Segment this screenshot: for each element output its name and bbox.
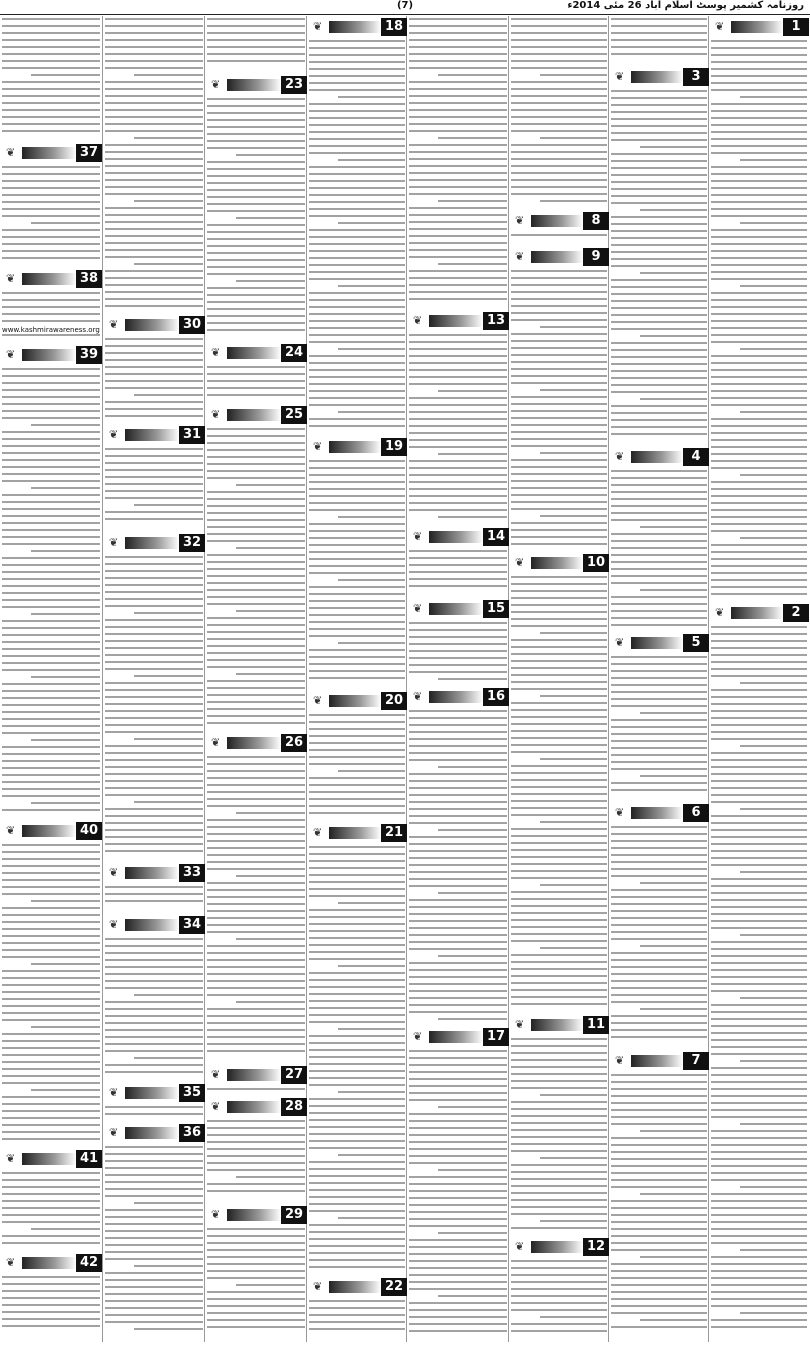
section-header-bar <box>329 1281 381 1293</box>
section-number: 41 <box>76 1150 102 1168</box>
section-header-bar <box>22 1153 76 1165</box>
column-8 <box>0 16 102 1342</box>
leaf-ornament-icon: ❦ <box>211 346 221 359</box>
section-header-bar <box>125 1087 179 1099</box>
text-block <box>105 1146 203 1335</box>
section-header-6 <box>609 804 709 822</box>
section-header-1 <box>709 18 809 36</box>
leaf-ornament-icon: ❦ <box>211 1208 221 1221</box>
section-header-bar <box>227 1209 281 1221</box>
text-block <box>511 1260 607 1337</box>
text-block <box>2 1172 100 1249</box>
text-block <box>511 18 607 207</box>
leaf-ornament-icon: ❦ <box>413 1030 423 1043</box>
text-block <box>309 460 405 684</box>
text-block <box>511 234 607 241</box>
section-header-bar <box>631 1055 683 1067</box>
section-number: 28 <box>281 1098 307 1116</box>
text-block <box>105 18 203 312</box>
section-header-bar <box>22 349 76 361</box>
column-7 <box>102 16 205 1342</box>
section-number: 36 <box>179 1124 205 1142</box>
text-block <box>309 846 405 1273</box>
section-header-5 <box>609 634 709 652</box>
leaf-ornament-icon: ❦ <box>6 1152 16 1165</box>
section-number: 29 <box>281 1206 307 1224</box>
column-1 <box>708 16 809 1342</box>
text-block <box>2 1276 100 1332</box>
section-header-bar <box>227 737 281 749</box>
section-header-bar <box>531 557 583 569</box>
section-header-bar <box>22 1257 76 1269</box>
section-header-bar <box>227 347 281 359</box>
section-header-41 <box>0 1150 102 1168</box>
section-header-34 <box>103 916 205 934</box>
section-header-bar <box>125 1127 179 1139</box>
text-block <box>711 40 807 600</box>
section-number: 1 <box>783 18 809 36</box>
section-number: 8 <box>583 212 609 230</box>
section-header-bar <box>329 827 381 839</box>
text-block <box>207 756 305 1057</box>
section-header-4 <box>609 448 709 466</box>
text-block <box>207 366 305 401</box>
text-block <box>105 938 203 1078</box>
text-block <box>207 1228 305 1333</box>
leaf-ornament-icon: ❦ <box>6 348 16 361</box>
section-number: 38 <box>76 270 102 288</box>
text-block <box>409 550 507 592</box>
text-block <box>2 844 100 1145</box>
section-number: 3 <box>683 68 709 86</box>
section-header-bar <box>731 21 783 33</box>
section-header-42 <box>0 1254 102 1272</box>
section-header-bar <box>227 409 281 421</box>
section-header-35 <box>103 1084 205 1102</box>
text-block <box>611 18 707 60</box>
leaf-ornament-icon: ❦ <box>211 1100 221 1113</box>
leaf-ornament-icon: ❦ <box>615 70 625 83</box>
section-header-bar <box>531 1019 583 1031</box>
leaf-ornament-icon: ❦ <box>413 314 423 327</box>
section-header-32 <box>103 534 205 552</box>
text-block <box>309 714 405 819</box>
section-number: 32 <box>179 534 205 552</box>
column-2 <box>608 16 709 1342</box>
section-header-bar <box>429 531 483 543</box>
section-number: 42 <box>76 1254 102 1272</box>
masthead-title: روزنامہ کشمیر پوسٹ اسلام آباد 26 مئی 2014ء <box>567 0 804 11</box>
column-3 <box>508 16 609 1342</box>
section-header-bar <box>429 315 483 327</box>
masthead <box>0 0 810 15</box>
text-block <box>511 1038 607 1234</box>
leaf-ornament-icon: ❦ <box>211 736 221 749</box>
section-header-33 <box>103 864 205 882</box>
section-header-27 <box>205 1066 307 1084</box>
section-header-39 <box>0 346 102 364</box>
section-header-20 <box>307 692 407 710</box>
leaf-ornament-icon: ❦ <box>6 146 16 159</box>
section-number: 24 <box>281 344 307 362</box>
leaf-ornament-icon: ❦ <box>109 1126 119 1139</box>
section-header-28 <box>205 1098 307 1116</box>
column-5 <box>306 16 407 1342</box>
section-header-bar <box>429 603 483 615</box>
section-header-25 <box>205 406 307 424</box>
section-header-2 <box>709 604 809 622</box>
leaf-ornament-icon: ❦ <box>615 450 625 463</box>
leaf-ornament-icon: ❦ <box>109 428 119 441</box>
section-number: 9 <box>583 248 609 266</box>
section-header-bar <box>531 1241 583 1253</box>
section-header-16 <box>407 688 509 706</box>
section-header-18 <box>307 18 407 36</box>
leaf-ornament-icon: ❦ <box>413 690 423 703</box>
section-header-23 <box>205 76 307 94</box>
section-number: 27 <box>281 1066 307 1084</box>
section-header-bar <box>329 441 381 453</box>
text-block <box>309 1300 405 1335</box>
text-block <box>2 18 100 137</box>
section-header-bar <box>125 867 179 879</box>
leaf-ornament-icon: ❦ <box>211 78 221 91</box>
section-number: 15 <box>483 600 509 618</box>
column-4 <box>406 16 509 1342</box>
section-number: 11 <box>583 1016 609 1034</box>
section-header-bar <box>329 695 381 707</box>
text-block <box>409 18 507 305</box>
text-block <box>207 1088 305 1095</box>
section-header-bar <box>329 21 381 33</box>
leaf-ornament-icon: ❦ <box>109 866 119 879</box>
section-header-9 <box>509 248 609 266</box>
section-header-3 <box>609 68 709 86</box>
section-header-38 <box>0 270 102 288</box>
text-block <box>105 448 203 525</box>
section-header-bar <box>227 1101 281 1113</box>
leaf-ornament-icon: ❦ <box>515 214 525 227</box>
leaf-ornament-icon: ❦ <box>109 1086 119 1099</box>
section-number: 7 <box>683 1052 709 1070</box>
leaf-ornament-icon: ❦ <box>6 1256 16 1269</box>
leaf-ornament-icon: ❦ <box>515 1240 525 1253</box>
section-number: 33 <box>179 864 205 882</box>
section-number: 2 <box>783 604 809 622</box>
section-header-10 <box>509 554 609 572</box>
section-number: 12 <box>583 1238 609 1256</box>
section-number: 20 <box>381 692 407 710</box>
column-6 <box>204 16 307 1342</box>
page-number: (7) <box>396 0 414 11</box>
section-header-bar <box>227 79 281 91</box>
text-block <box>105 338 203 422</box>
section-header-17 <box>407 1028 509 1046</box>
text-block <box>511 576 607 1010</box>
leaf-ornament-icon: ❦ <box>313 440 323 453</box>
leaf-ornament-icon: ❦ <box>313 694 323 707</box>
section-header-21 <box>307 824 407 842</box>
section-header-22 <box>307 1278 407 1296</box>
text-block <box>611 656 707 796</box>
section-number: 25 <box>281 406 307 424</box>
text-block <box>105 886 203 907</box>
section-header-bar <box>125 429 179 441</box>
section-header-bar <box>631 807 683 819</box>
text-block <box>409 1050 507 1337</box>
section-header-bar <box>531 215 583 227</box>
text-block <box>611 826 707 1043</box>
section-number: 16 <box>483 688 509 706</box>
section-number: 5 <box>683 634 709 652</box>
leaf-ornament-icon: ❦ <box>413 602 423 615</box>
text-block <box>409 334 507 523</box>
leaf-ornament-icon: ❦ <box>615 1054 625 1067</box>
website-url: www.kashmirawareness.org <box>2 326 100 334</box>
text-block <box>409 622 507 685</box>
section-header-12 <box>509 1238 609 1256</box>
text-block <box>2 368 100 816</box>
text-block <box>611 470 707 631</box>
text-block <box>711 626 807 1333</box>
leaf-ornament-icon: ❦ <box>109 918 119 931</box>
section-header-40 <box>0 822 102 840</box>
section-header-bar <box>22 825 76 837</box>
section-header-bar <box>227 1069 281 1081</box>
text-block <box>511 270 607 550</box>
section-header-26 <box>205 734 307 752</box>
text-block <box>207 1120 305 1197</box>
text-block <box>409 710 507 1025</box>
leaf-ornament-icon: ❦ <box>211 1068 221 1081</box>
leaf-ornament-icon: ❦ <box>6 824 16 837</box>
section-number: 19 <box>381 438 407 456</box>
leaf-ornament-icon: ❦ <box>615 636 625 649</box>
section-number: 10 <box>583 554 609 572</box>
section-number: 31 <box>179 426 205 444</box>
section-header-15 <box>407 600 509 618</box>
text-block <box>105 556 203 857</box>
leaf-ornament-icon: ❦ <box>715 606 725 619</box>
text-block <box>2 166 100 264</box>
section-header-11 <box>509 1016 609 1034</box>
leaf-ornament-icon: ❦ <box>313 20 323 33</box>
section-header-36 <box>103 1124 205 1142</box>
section-number: 30 <box>179 316 205 334</box>
section-header-31 <box>103 426 205 444</box>
section-header-bar <box>631 71 683 83</box>
section-header-bar <box>22 273 76 285</box>
section-number: 23 <box>281 76 307 94</box>
leaf-ornament-icon: ❦ <box>615 806 625 819</box>
section-header-bar <box>631 451 683 463</box>
section-header-14 <box>407 528 509 546</box>
section-header-bar <box>531 251 583 263</box>
section-header-bar <box>125 537 179 549</box>
section-header-bar <box>731 607 783 619</box>
leaf-ornament-icon: ❦ <box>413 530 423 543</box>
section-number: 17 <box>483 1028 509 1046</box>
section-number: 39 <box>76 346 102 364</box>
section-header-24 <box>205 344 307 362</box>
text-block <box>207 18 305 67</box>
section-header-7 <box>609 1052 709 1070</box>
leaf-ornament-icon: ❦ <box>515 1018 525 1031</box>
section-header-30 <box>103 316 205 334</box>
text-block <box>309 40 405 432</box>
section-header-bar <box>429 691 483 703</box>
section-header-bar <box>631 637 683 649</box>
section-number: 37 <box>76 144 102 162</box>
section-header-bar <box>22 147 76 159</box>
section-header-bar <box>429 1031 483 1043</box>
section-header-13 <box>407 312 509 330</box>
section-number: 14 <box>483 528 509 546</box>
section-header-29 <box>205 1206 307 1224</box>
section-number: 40 <box>76 822 102 840</box>
section-number: 13 <box>483 312 509 330</box>
leaf-ornament-icon: ❦ <box>715 20 725 33</box>
section-number: 18 <box>381 18 407 36</box>
section-number: 4 <box>683 448 709 466</box>
section-number: 26 <box>281 734 307 752</box>
section-header-8 <box>509 212 609 230</box>
section-header-37 <box>0 144 102 162</box>
text-block <box>207 98 305 336</box>
leaf-ornament-icon: ❦ <box>515 250 525 263</box>
section-header-bar <box>125 919 179 931</box>
text-block <box>105 1106 203 1120</box>
text-block <box>611 1074 707 1333</box>
section-number: 22 <box>381 1278 407 1296</box>
text-block <box>207 428 305 729</box>
leaf-ornament-icon: ❦ <box>313 826 323 839</box>
section-number: 6 <box>683 804 709 822</box>
section-header-bar <box>125 319 179 331</box>
leaf-ornament-icon: ❦ <box>6 272 16 285</box>
text-block <box>611 90 707 440</box>
section-number: 34 <box>179 916 205 934</box>
leaf-ornament-icon: ❦ <box>211 408 221 421</box>
leaf-ornament-icon: ❦ <box>313 1280 323 1293</box>
leaf-ornament-icon: ❦ <box>109 318 119 331</box>
leaf-ornament-icon: ❦ <box>515 556 525 569</box>
leaf-ornament-icon: ❦ <box>109 536 119 549</box>
section-header-19 <box>307 438 407 456</box>
section-number: 21 <box>381 824 407 842</box>
section-number: 35 <box>179 1084 205 1102</box>
